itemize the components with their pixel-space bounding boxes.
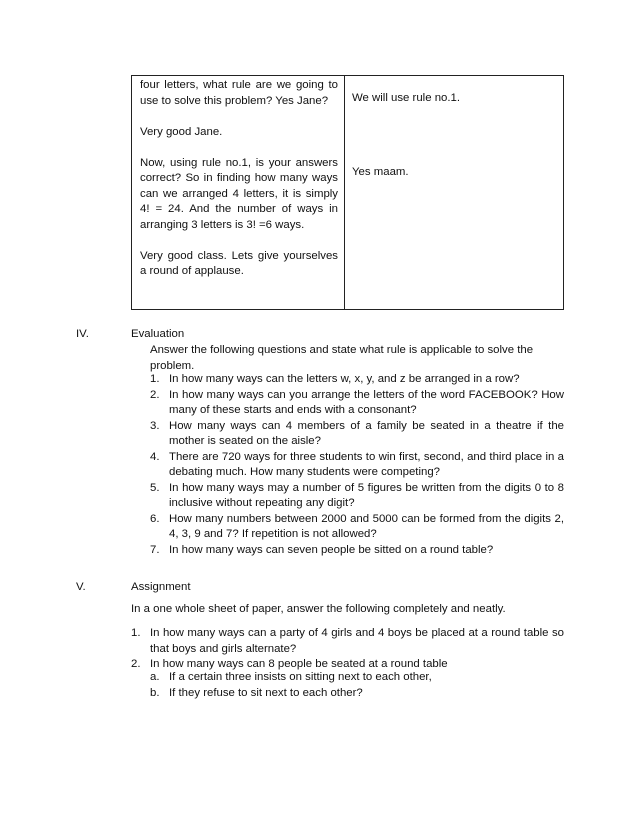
list-item [150,481,564,512]
section-instruction: In a one whole sheet of paper, answer the following completely and neatly. [131,603,506,615]
assignment-sublist [150,670,564,701]
student-line: We will use rule no.1. [352,92,461,104]
item-text: How many ways can 4 members of a family be seated in a theatre if the mother is seated on the aisle? [169,419,564,447]
list-item [150,388,564,419]
teacher-line: four letters, what rule are we going to use to solve this problem? Yes Jane? [140,79,338,107]
teacher-column [132,76,345,309]
item-text: In how many ways can 8 people be seated at a round table [150,658,448,670]
teacher-line: Very good class. Lets give yourselves a round of applause. [140,249,338,277]
item-number: 2. [150,388,160,401]
item-number: 1. [150,373,160,385]
item-text: In how many ways can seven people be sitted on a round table? [169,543,494,556]
student-line: Yes maam. [352,166,409,178]
list-item [150,512,564,543]
teacher-line: Very good Jane. [140,125,223,138]
section-instruction: Answer the following questions and state what rule is applicable to solve the problem. [150,344,534,372]
section-heading: Evaluation [131,328,185,340]
section-number: V. [76,581,86,593]
item-letter: a. [150,671,160,683]
list-item [150,450,564,481]
list-item [150,543,564,559]
list-item [150,686,564,702]
list-item [150,372,564,388]
item-number: 5. [150,481,160,494]
list-item [150,419,564,450]
list-item [150,670,564,686]
student-column [345,76,563,309]
item-letter: b. [150,686,160,699]
dialogue-table [131,75,564,310]
evaluation-list [150,372,564,558]
item-text: There are 720 ways for three students to win first, second, and third place in a debating much. How many students were competing? [169,450,564,478]
item-number: 6. [150,512,160,525]
section-heading: Assignment [131,581,191,593]
section-number: IV. [76,328,89,340]
item-number: 1. [131,627,141,639]
item-number: 4. [150,450,160,463]
item-number: 3. [150,419,160,432]
list-item [131,626,564,657]
item-text: If they refuse to sit next to each other? [169,686,363,699]
assignment-list [131,626,564,673]
item-text: How many numbers between 2000 and 5000 can be formed from the digits 2, 4, 3, 9 and 7? If repetition is not allowed? [169,512,564,540]
item-text: In how many ways may a number of 5 figures be written from the digits 0 to 8 inclusive without repeating any digit? [169,481,564,509]
item-text: In how many ways can the letters w, x, y, and z be arranged in a row? [169,373,520,385]
item-number: 2. [131,658,141,670]
item-text: In how many ways can a party of 4 girls and 4 boys be placed at a round table so that boys and girls alternate? [150,627,564,655]
item-number: 7. [150,543,160,556]
teacher-line: Now, using rule no.1, is your answers correct? So in finding how many ways can we arranged 4 letters, it is simply 4! = 24. And the number of ways in arranging 3 letters is 3! =6 ways. [140,156,338,231]
item-text: In how many ways can you arrange the letters of the word FACEBOOK? How many of these starts and ends with a consonant? [169,388,564,416]
item-text: If a certain three insists on sitting next to each other, [169,671,432,683]
